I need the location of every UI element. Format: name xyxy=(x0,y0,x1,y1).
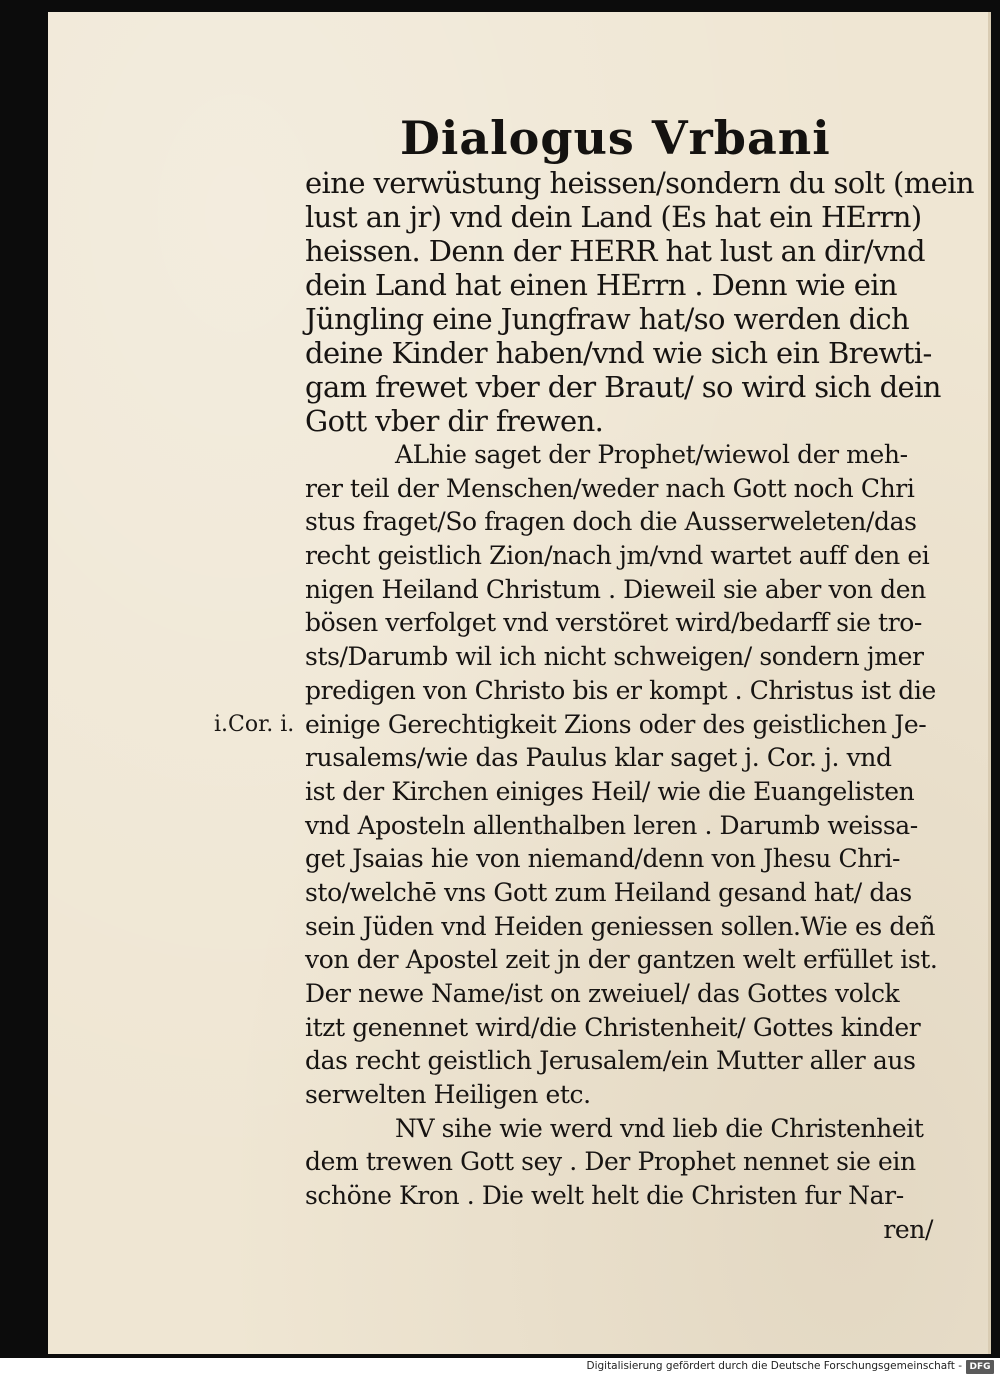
dfg-logo: DFG xyxy=(966,1360,994,1374)
text-line: von der Apostel zeit jn der gantzen welt erfüllet ist. xyxy=(305,945,938,975)
text-line: Der newe Name/ist on zweiuel/ das Gottes volck xyxy=(305,979,900,1008)
text-line: predigen von Christo bis er kompt . Christus ist die xyxy=(305,675,936,705)
text-line: nigen Heiland Christum . Dieweil sie aber von den xyxy=(305,574,926,604)
text-line: einige Gerechtigkeit Zions oder des geistlichen Je- xyxy=(305,709,927,739)
text-line: recht geistlich Zion/nach jm/vnd wartet auff den ei xyxy=(305,541,930,571)
text-line: sto/welchē vns Gott zum Heiland gesand hat/ das xyxy=(305,877,912,907)
text-line: sein Jüden vnd Heiden geniessen sollen.Wie es deñ xyxy=(305,911,936,941)
text-line: dem trewen Gott sey . Der Prophet nennet sie ein xyxy=(305,1147,916,1177)
marginal-note: i.Cor. i. xyxy=(214,712,295,737)
text-line: stus fraget/So fragen doch die Ausserweleten/das xyxy=(305,507,917,537)
text-line: gam frewet vber der Braut/ so wird sich dein xyxy=(305,370,941,404)
text-line: sts/Darumb wil ich nicht schweigen/ sondern jmer xyxy=(305,642,924,672)
text-line: lust an jr) vnd dein Land (Es hat ein HErrn) xyxy=(305,200,922,234)
text-line: serwelten Heiligen etc. xyxy=(305,1080,591,1110)
text-line: ALhie saget der Prophet/wiewol der meh- xyxy=(395,440,908,469)
text-line: ist der Kirchen einiges Heil/ wie die Euangelisten xyxy=(305,776,915,806)
text-line: deine Kinder haben/vnd wie sich ein Brewti- xyxy=(305,336,932,370)
text-line: rusalems/wie das Paulus klar saget j. Cor. j. vnd xyxy=(305,743,892,773)
text-line: rer teil der Menschen/weder nach Gott noch Chri xyxy=(305,473,915,503)
footer-credit: Digitalisierung gefördert durch die Deutsche Forschungsgemeinschaft - xyxy=(586,1360,962,1372)
text-line: schöne Kron . Die welt helt die Christen fur Nar- xyxy=(305,1181,904,1211)
text-line: das recht geistlich Jerusalem/ein Mutter aller aus xyxy=(305,1046,916,1076)
text-line: heissen. Denn der HERR hat lust an dir/vnd xyxy=(305,234,925,268)
text-line: get Jsaias hie von niemand/denn von Jhesu Chri- xyxy=(305,844,901,874)
text-line: dein Land hat einen HErrn . Denn wie ein xyxy=(305,268,898,302)
text-line: itzt genennet wird/die Christenheit/ Gottes kinder xyxy=(305,1012,921,1042)
text-line: vnd Aposteln allenthalben leren . Darumb weissa- xyxy=(305,810,918,840)
text-line: NV sihe wie werd vnd lieb die Christenheit xyxy=(395,1113,924,1143)
text-line: eine verwüstung heissen/sondern du solt (mein xyxy=(305,166,974,200)
text-line: bösen verfolget vnd verstöret wird/bedarff sie tro- xyxy=(305,608,922,638)
text-line: Gott vber dir frewen. xyxy=(305,404,604,438)
catchword: ren/ xyxy=(883,1214,933,1244)
footer-bar xyxy=(0,1358,1000,1377)
text-line: Jüngling eine Jungfraw hat/so werden dich xyxy=(305,302,910,336)
main-text xyxy=(305,166,974,1247)
running-head: Dialogus Vrbani xyxy=(400,111,831,165)
